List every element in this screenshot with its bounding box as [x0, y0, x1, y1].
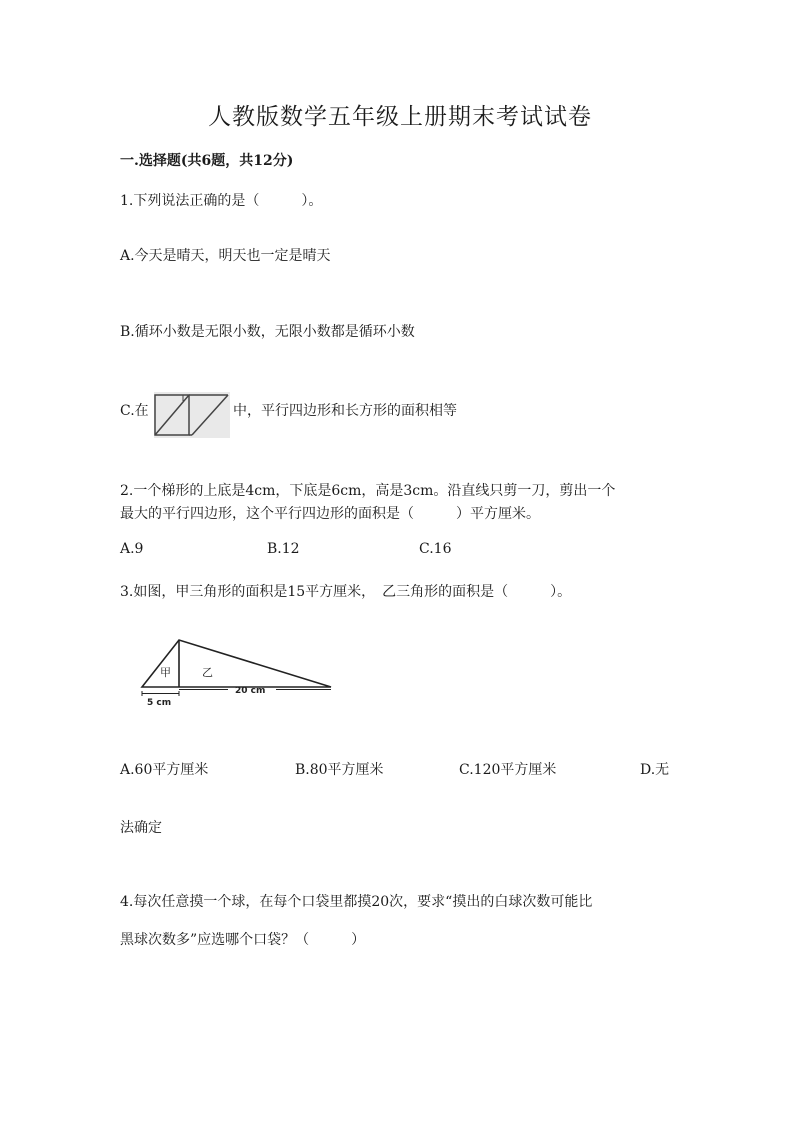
question-1-option-c-suffix: 中，平行四边形和长方形的面积相等: [233, 403, 457, 419]
question-3-option-d-wrap: 法确定: [120, 820, 162, 836]
triangle-figure: [138, 634, 338, 710]
question-1-option-c-prefix: C.在: [120, 403, 149, 419]
question-3-option-a: A.60平方厘米: [120, 762, 209, 778]
question-3-option-c: C.120平方厘米: [459, 762, 557, 778]
question-2-option-b: B.12: [267, 541, 300, 557]
question-3-stem: 3.如图，甲三角形的面积是15平方厘米， 乙三角形的面积是（ ）。: [120, 584, 572, 600]
question-2-option-c: C.16: [419, 541, 452, 557]
question-1-option-b: B.循环小数是无限小数，无限小数都是循环小数: [120, 324, 415, 340]
label-5cm: 5 cm: [147, 698, 172, 708]
question-2-stem-line-2: 最大的平行四边形，这个平行四边形的面积是（ ）平方厘米。: [120, 506, 540, 522]
label-jia: 甲: [160, 666, 171, 679]
section-heading: 一.选择题(共6题，共12分): [120, 153, 294, 169]
question-3-option-b: B.80平方厘米: [295, 762, 384, 778]
question-2-stem-line-1: 2.一个梯形的上底是4cm，下底是6cm，高是3cm。沿直线只剪一刀，剪出一个: [120, 483, 616, 499]
page-title: 人教版数学五年级上册期末考试试卷: [208, 104, 592, 130]
question-1-stem: 1.下列说法正确的是（ ）。: [120, 193, 323, 209]
question-4-stem-line-1: 4.每次任意摸一个球，在每个口袋里都摸20次，要求“摸出的白球次数可能比: [120, 894, 593, 910]
label-yi: 乙: [202, 666, 213, 679]
question-1-option-a: A.今天是晴天，明天也一定是晴天: [120, 248, 331, 264]
label-20cm: 20 cm: [235, 686, 266, 696]
question-2-option-a: A.9: [120, 541, 144, 557]
parallelogram-rectangle-figure: [154, 392, 230, 438]
question-3-option-d: D.无: [640, 762, 670, 778]
question-4-stem-line-2: 黑球次数多”应选哪个口袋？（ ）: [120, 932, 366, 948]
